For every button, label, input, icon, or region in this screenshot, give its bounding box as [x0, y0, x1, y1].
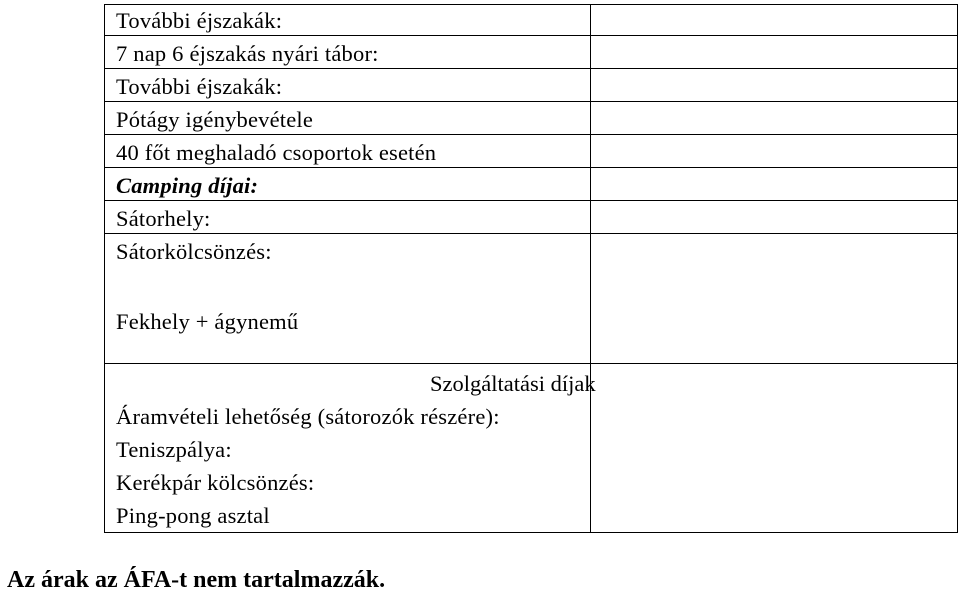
- row-label-bedding: Fekhely + ágynemű: [116, 309, 299, 334]
- row-label-tent-site: Sátorhely:: [116, 206, 211, 231]
- row-label-extra-nights-2: További éjszakák:: [116, 74, 283, 99]
- column-divider: [590, 5, 591, 532]
- row-label-tent-rental: Sátorkölcsönzés:: [116, 239, 272, 264]
- row-label-extra-bed: Pótágy igénybevétele: [116, 107, 314, 132]
- camping-fees-heading: Camping díjai:: [116, 173, 259, 198]
- row-label-summer-camp: 7 nap 6 éjszakás nyári tábor:: [116, 41, 379, 66]
- row-label-tennis-court: Teniszpálya:: [116, 437, 232, 462]
- row-divider: [105, 233, 957, 234]
- row-label-extra-nights: További éjszakák:: [116, 8, 283, 33]
- row-label-ping-pong: Ping-pong asztal: [116, 503, 270, 528]
- row-divider: [105, 363, 957, 364]
- services-heading: Szolgáltatási díjak: [430, 371, 596, 396]
- price-table: [104, 4, 958, 533]
- row-label-large-groups: 40 főt meghaladó csoportok esetén: [116, 140, 437, 165]
- vat-note: Az árak az ÁFA-t nem tartalmazzák.: [7, 567, 386, 593]
- row-label-electricity: Áramvételi lehetőség (sátorozók részére):: [116, 404, 500, 429]
- row-label-bike-rental: Kerékpár kölcsönzés:: [116, 470, 315, 495]
